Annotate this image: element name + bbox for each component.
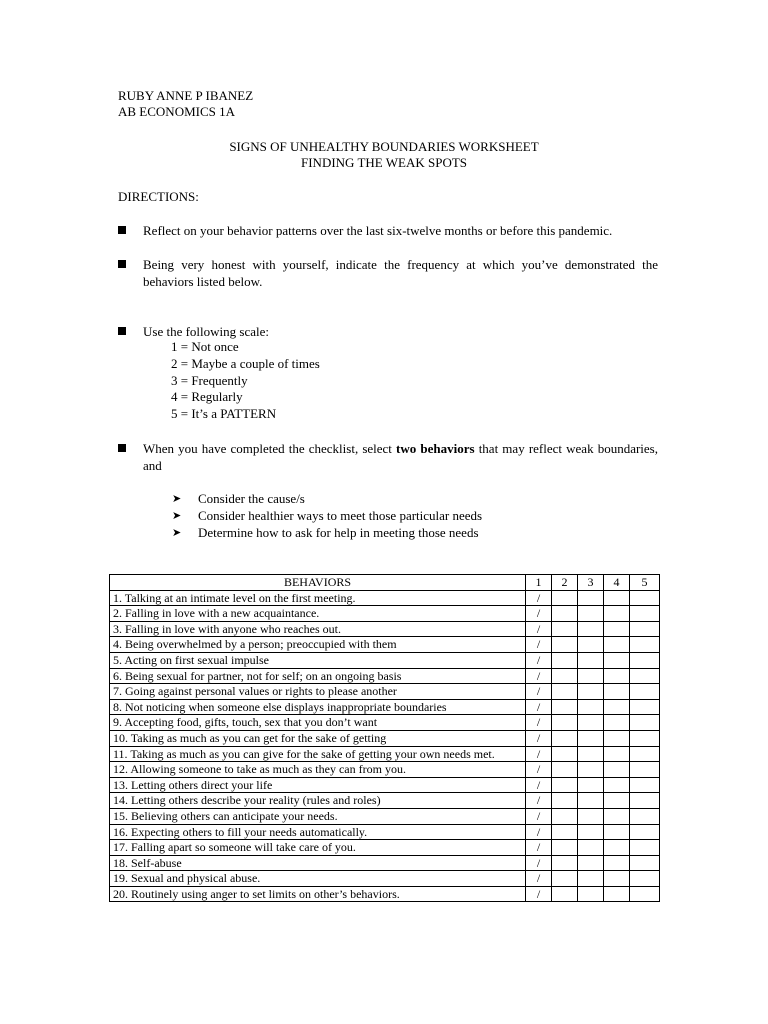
behavior-cell: 19. Sexual and physical abuse.	[110, 871, 526, 887]
arrow-bullet-icon: ➤	[172, 492, 182, 505]
rating-cell-4[interactable]	[604, 606, 630, 622]
square-bullet-icon	[118, 226, 126, 234]
scale-item: 4 = Regularly	[171, 389, 243, 405]
rating-cell-4[interactable]	[604, 637, 630, 653]
rating-cell-2[interactable]	[552, 855, 578, 871]
table-row	[110, 652, 660, 668]
bullet-text-end: that may reflect weak boundaries, and	[143, 441, 658, 473]
behavior-cell: 10. Taking as much as you can get for the sake of getting	[110, 730, 526, 746]
rating-cell-2[interactable]	[552, 637, 578, 653]
rating-cell-1[interactable]: /	[526, 699, 552, 715]
rating-cell-1[interactable]: /	[526, 777, 552, 793]
rating-cell-5[interactable]	[630, 793, 660, 809]
rating-cell-1[interactable]: /	[526, 730, 552, 746]
rating-cell-1[interactable]: /	[526, 793, 552, 809]
sub-bullet-list	[172, 490, 482, 541]
rating-cell-3[interactable]	[578, 871, 604, 887]
table-row	[110, 606, 660, 622]
header-scale-2: 2	[552, 575, 578, 591]
rating-cell-3[interactable]	[578, 762, 604, 778]
rating-cell-2[interactable]	[552, 840, 578, 856]
header-scale-1: 1	[526, 575, 552, 591]
sub-bullet-item	[172, 524, 482, 541]
rating-cell-3[interactable]	[578, 684, 604, 700]
arrow-bullet-icon: ➤	[172, 526, 182, 539]
rating-cell-4[interactable]	[604, 777, 630, 793]
behavior-cell: 20. Routinely using anger to set limits on other’s behaviors.	[110, 886, 526, 902]
rating-cell-1[interactable]: /	[526, 840, 552, 856]
rating-cell-5[interactable]	[630, 762, 660, 778]
table-row	[110, 762, 660, 778]
rating-cell-5[interactable]	[630, 606, 660, 622]
behavior-cell: 9. Accepting food, gifts, touch, sex that you don’t want	[110, 715, 526, 731]
rating-cell-5[interactable]	[630, 684, 660, 700]
rating-cell-5[interactable]	[630, 886, 660, 902]
rating-cell-5[interactable]	[630, 668, 660, 684]
rating-cell-3[interactable]	[578, 808, 604, 824]
behavior-cell: 12. Allowing someone to take as much as they can from you.	[110, 762, 526, 778]
behavior-cell: 5. Acting on first sexual impulse	[110, 652, 526, 668]
rating-cell-2[interactable]	[552, 606, 578, 622]
rating-cell-3[interactable]	[578, 840, 604, 856]
behavior-cell: 16. Expecting others to fill your needs automatically.	[110, 824, 526, 840]
table-row	[110, 793, 660, 809]
rating-cell-4[interactable]	[604, 652, 630, 668]
behavior-cell: 14. Letting others describe your reality (rules and roles)	[110, 793, 526, 809]
worksheet-subtitle: FINDING THE WEAK SPOTS	[301, 155, 467, 170]
rating-cell-4[interactable]	[604, 621, 630, 637]
rating-cell-3[interactable]	[578, 730, 604, 746]
scale-item: 1 = Not once	[171, 339, 239, 354]
rating-cell-3[interactable]	[578, 590, 604, 606]
rating-cell-3[interactable]	[578, 886, 604, 902]
table-row	[110, 871, 660, 887]
behaviors-checklist-table	[109, 574, 660, 902]
rating-cell-2[interactable]	[552, 715, 578, 731]
header-scale-4: 4	[604, 575, 630, 591]
rating-cell-3[interactable]	[578, 621, 604, 637]
header-behaviors: BEHAVIORS	[110, 575, 526, 591]
rating-cell-3[interactable]	[578, 777, 604, 793]
rating-cell-4[interactable]	[604, 808, 630, 824]
rating-cell-4[interactable]	[604, 824, 630, 840]
frequency-scale	[171, 339, 320, 423]
rating-cell-2[interactable]	[552, 886, 578, 902]
rating-cell-4[interactable]	[604, 855, 630, 871]
table-header-row	[110, 575, 660, 591]
rating-cell-2[interactable]	[552, 699, 578, 715]
rating-cell-5[interactable]	[630, 824, 660, 840]
rating-cell-4[interactable]	[604, 871, 630, 887]
rating-cell-2[interactable]	[552, 730, 578, 746]
table-row	[110, 699, 660, 715]
behavior-cell: 1. Talking at an intimate level on the first meeting.	[110, 590, 526, 606]
sub-bullet-text: Consider the cause/s	[198, 491, 305, 506]
rating-cell-5[interactable]	[630, 730, 660, 746]
table-row	[110, 808, 660, 824]
behavior-cell: 2. Falling in love with a new acquaintance.	[110, 606, 526, 622]
rating-cell-4[interactable]	[604, 668, 630, 684]
rating-cell-4[interactable]	[604, 840, 630, 856]
rating-cell-3[interactable]	[578, 715, 604, 731]
behavior-cell: 11. Taking as much as you can give for the sake of getting your own needs met.	[110, 746, 526, 762]
rating-cell-4[interactable]	[604, 793, 630, 809]
sub-bullet-text: Consider healthier ways to meet those particular needs	[198, 508, 483, 523]
behavior-cell: 7. Going against personal values or rights to please another	[110, 684, 526, 700]
bullet-text: Reflect on your behavior patterns over the last six-twelve months or before this pandemic.	[143, 223, 613, 238]
rating-cell-4[interactable]	[604, 746, 630, 762]
worksheet-title: SIGNS OF UNHEALTHY BOUNDARIES WORKSHEET	[229, 139, 539, 154]
rating-cell-2[interactable]	[552, 871, 578, 887]
behavior-cell: 15. Believing others can anticipate your needs.	[110, 808, 526, 824]
directions-heading: DIRECTIONS:	[118, 189, 199, 204]
table-row	[110, 715, 660, 731]
rating-cell-1[interactable]: /	[526, 684, 552, 700]
rating-cell-1[interactable]: /	[526, 824, 552, 840]
arrow-bullet-icon: ➤	[172, 509, 182, 522]
rating-cell-4[interactable]	[604, 699, 630, 715]
behavior-cell: 18. Self-abuse	[110, 855, 526, 871]
rating-cell-5[interactable]	[630, 871, 660, 887]
table-row	[110, 684, 660, 700]
table-row	[110, 886, 660, 902]
rating-cell-2[interactable]	[552, 808, 578, 824]
rating-cell-3[interactable]	[578, 668, 604, 684]
rating-cell-1[interactable]: /	[526, 808, 552, 824]
rating-cell-5[interactable]	[630, 840, 660, 856]
rating-cell-3[interactable]	[578, 824, 604, 840]
behavior-cell: 13. Letting others direct your life	[110, 777, 526, 793]
rating-cell-2[interactable]	[552, 777, 578, 793]
rating-cell-2[interactable]	[552, 746, 578, 762]
rating-cell-1[interactable]: /	[526, 871, 552, 887]
scale-item: 3 = Frequently	[171, 372, 248, 388]
rating-cell-5[interactable]	[630, 590, 660, 606]
table-row	[110, 637, 660, 653]
rating-cell-1[interactable]: /	[526, 637, 552, 653]
rating-cell-2[interactable]	[552, 762, 578, 778]
rating-cell-5[interactable]	[630, 715, 660, 731]
rating-cell-4[interactable]	[604, 886, 630, 902]
rating-cell-5[interactable]	[630, 746, 660, 762]
table-row	[110, 621, 660, 637]
behavior-cell: 3. Falling in love with anyone who reaches out.	[110, 621, 526, 637]
rating-cell-4[interactable]	[604, 715, 630, 731]
scale-item: 2 = Maybe a couple of times	[171, 355, 320, 371]
behavior-cell: 8. Not noticing when someone else displays inappropriate boundaries	[110, 699, 526, 715]
rating-cell-2[interactable]	[552, 621, 578, 637]
table-row	[110, 824, 660, 840]
rating-cell-5[interactable]	[630, 621, 660, 637]
table-row	[110, 590, 660, 606]
header-scale-5: 5	[630, 575, 660, 591]
bullet-text-start: When you have completed the checklist, select	[143, 441, 397, 456]
rating-cell-5[interactable]	[630, 808, 660, 824]
student-course: AB ECONOMICS 1A	[118, 104, 236, 119]
rating-cell-2[interactable]	[552, 684, 578, 700]
rating-cell-1[interactable]: /	[526, 606, 552, 622]
rating-cell-4[interactable]	[604, 730, 630, 746]
rating-cell-4[interactable]	[604, 684, 630, 700]
table-row	[110, 746, 660, 762]
rating-cell-3[interactable]	[578, 699, 604, 715]
rating-cell-1[interactable]: /	[526, 715, 552, 731]
rating-cell-3[interactable]	[578, 637, 604, 653]
rating-cell-4[interactable]	[604, 762, 630, 778]
sub-bullet-item	[172, 490, 482, 507]
student-name: RUBY ANNE P IBANEZ	[118, 88, 254, 103]
rating-cell-2[interactable]	[552, 668, 578, 684]
rating-cell-5[interactable]	[630, 855, 660, 871]
table-row	[110, 668, 660, 684]
table-row	[110, 840, 660, 856]
table-row	[110, 855, 660, 871]
rating-cell-3[interactable]	[578, 746, 604, 762]
rating-cell-5[interactable]	[630, 637, 660, 653]
scale-item: 5 = It’s a PATTERN	[171, 406, 277, 422]
bullet-text: Being very honest with yourself, indicate the frequency at which you’ve demonstrated the behaviors listed below.	[143, 257, 658, 289]
rating-cell-2[interactable]	[552, 793, 578, 809]
bullet-text-bold: two behaviors	[396, 441, 475, 456]
rating-cell-1[interactable]: /	[526, 886, 552, 902]
rating-cell-4[interactable]	[604, 590, 630, 606]
table-row	[110, 730, 660, 746]
rating-cell-2[interactable]	[552, 824, 578, 840]
rating-cell-1[interactable]: /	[526, 621, 552, 637]
behavior-cell: 17. Falling apart so someone will take care of you.	[110, 840, 526, 856]
rating-cell-2[interactable]	[552, 652, 578, 668]
rating-cell-1[interactable]: /	[526, 746, 552, 762]
behavior-cell: 6. Being sexual for partner, not for self; on an ongoing basis	[110, 668, 526, 684]
behavior-cell: 4. Being overwhelmed by a person; preoccupied with them	[110, 637, 526, 653]
table-row	[110, 777, 660, 793]
rating-cell-1[interactable]: /	[526, 762, 552, 778]
square-bullet-icon	[118, 444, 126, 452]
sub-bullet-item	[172, 507, 482, 524]
square-bullet-icon	[118, 327, 126, 335]
rating-cell-2[interactable]	[552, 590, 578, 606]
rating-cell-1[interactable]: /	[526, 668, 552, 684]
rating-cell-1[interactable]: /	[526, 855, 552, 871]
rating-cell-3[interactable]	[578, 855, 604, 871]
rating-cell-1[interactable]: /	[526, 590, 552, 606]
square-bullet-icon	[118, 260, 126, 268]
rating-cell-3[interactable]	[578, 793, 604, 809]
rating-cell-5[interactable]	[630, 777, 660, 793]
rating-cell-5[interactable]	[630, 652, 660, 668]
rating-cell-5[interactable]	[630, 699, 660, 715]
rating-cell-3[interactable]	[578, 606, 604, 622]
header-scale-3: 3	[578, 575, 604, 591]
sub-bullet-text: Determine how to ask for help in meeting those needs	[198, 525, 479, 540]
rating-cell-3[interactable]	[578, 652, 604, 668]
bullet-text: Use the following scale:	[143, 324, 269, 339]
bullet-text	[143, 440, 658, 474]
rating-cell-1[interactable]: /	[526, 652, 552, 668]
